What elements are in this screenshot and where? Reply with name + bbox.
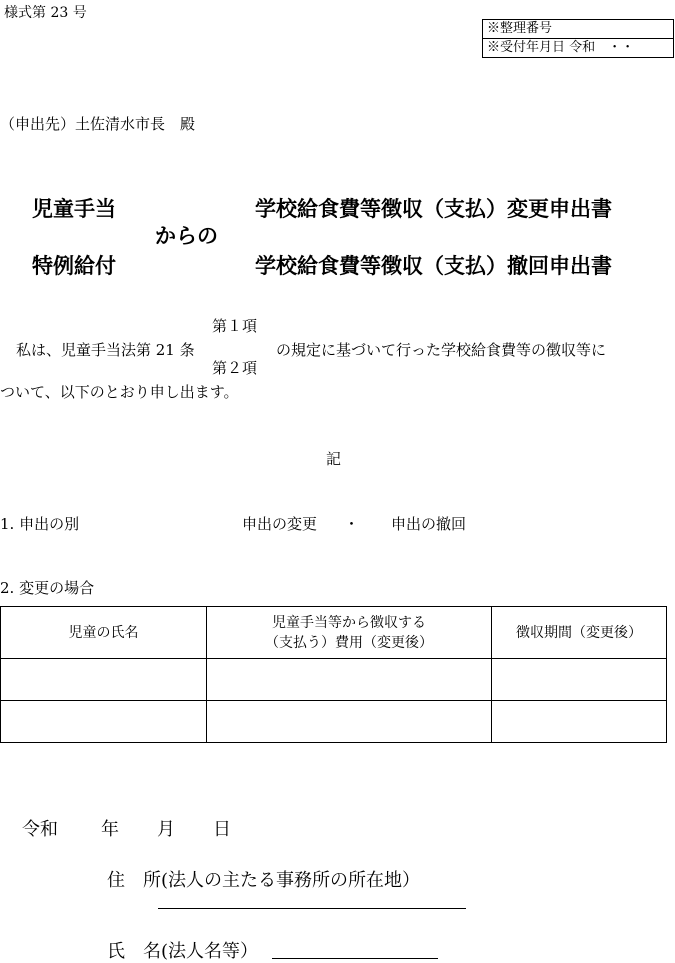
received-date-label: ※受付年月日 <box>487 40 566 55</box>
body-line2: ついて、以下のとおり申し出ます。 <box>0 383 239 401</box>
body-option-bottom: 第２項 <box>212 359 258 377</box>
table-row <box>1 659 667 701</box>
title-middle: からの <box>155 224 218 248</box>
title-right-top: 学校給食費等徴収（支払）変更申出書 <box>255 197 612 221</box>
body-line1-suffix: の規定に基づいて行った学校給食費等の徴収等に <box>276 341 607 359</box>
name-label: 氏 名(法人名等） <box>107 941 259 962</box>
ki-heading: 記 <box>326 450 342 468</box>
section1-label: 1. 申出の別 <box>0 515 80 533</box>
header-fee: 児童手当等から徴収する （支払う）費用（変更後） <box>207 607 492 659</box>
body-option-top: 第１項 <box>212 317 258 335</box>
option-withdraw: 申出の撤回 <box>391 515 467 533</box>
header-child-name: 児童の氏名 <box>1 607 207 659</box>
reference-number-cell <box>483 20 674 39</box>
address-label: 住 所(法人の主たる事務所の所在地） <box>107 870 421 891</box>
reference-number-label: ※整理番号 <box>487 21 553 36</box>
addressee: （申出先）土佐清水市長 殿 <box>0 115 196 133</box>
body-line1-prefix: 私は、児童手当法第 21 条 <box>16 341 195 359</box>
table-cell[interactable] <box>1 659 207 701</box>
name-underline[interactable] <box>272 958 438 959</box>
table-cell[interactable] <box>492 659 667 701</box>
title-right-bottom: 学校給食費等徴収（支払）撤回申出書 <box>255 254 612 278</box>
option-change: 申出の変更 <box>242 515 318 533</box>
change-table <box>0 606 667 743</box>
date-year: 年 <box>101 819 119 840</box>
registry-box <box>482 19 674 58</box>
date-era: 令和 <box>22 819 58 840</box>
table-cell[interactable] <box>207 701 492 743</box>
received-date-cell <box>483 39 674 58</box>
title-left-bottom: 特例給付 <box>32 254 116 278</box>
header-period: 徴収期間（変更後） <box>492 607 667 659</box>
title-left-top: 児童手当 <box>32 197 116 221</box>
date-month: 月 <box>157 819 175 840</box>
date-day: 日 <box>213 819 231 840</box>
table-cell[interactable] <box>1 701 207 743</box>
received-date-value: 令和 ・・ <box>569 40 635 55</box>
table-row <box>1 701 667 743</box>
option-separator: ・ <box>344 515 360 533</box>
table-cell[interactable] <box>207 659 492 701</box>
table-cell[interactable] <box>492 701 667 743</box>
address-underline[interactable] <box>158 908 466 909</box>
section2-label: 2. 変更の場合 <box>0 579 95 597</box>
form-number: 様式第 23 号 <box>4 5 87 21</box>
